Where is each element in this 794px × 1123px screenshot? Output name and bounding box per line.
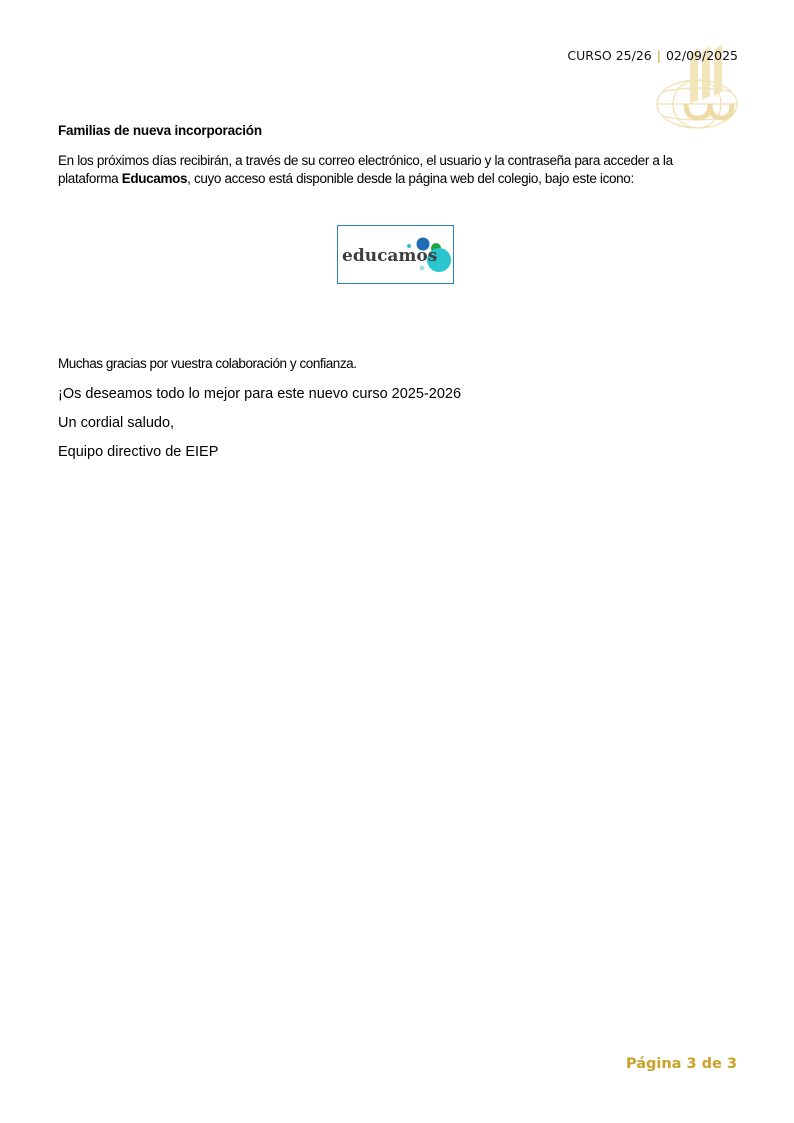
page-number: Página 3 de 3 <box>625 1056 737 1072</box>
course-label: CURSO 25/26 <box>567 48 652 63</box>
intro-text-before: En los próximos días recibirán, a través de su correo electrónico, el usuario y la contraseña para acceder a la plataforma <box>58 153 673 186</box>
wishes-text: ¡Os deseamos todo lo mejor para este nuevo curso 2025-2026 <box>58 386 462 402</box>
header-date: 02/09/2025 <box>665 48 738 63</box>
intro-paragraph <box>58 152 708 188</box>
signature-text: Equipo directivo de EIEP <box>58 444 219 460</box>
intro-text-after: , cuyo acceso está disponible desde la página web del colegio, bajo este icono: <box>187 171 634 186</box>
educamos-logo-link[interactable] <box>337 225 454 284</box>
header <box>567 48 738 63</box>
thanks-text: Muchas gracias por vuestra colaboración y confianza. <box>58 356 357 371</box>
section-title: Familias de nueva incorporación <box>58 123 262 138</box>
greeting-text: Un cordial saludo, <box>58 415 175 431</box>
educamos-logo-text: educamos <box>342 246 438 266</box>
header-separator: | <box>656 48 661 63</box>
educamos-emphasis: Educamos <box>121 171 188 186</box>
educamos-logo-icon <box>338 226 452 282</box>
